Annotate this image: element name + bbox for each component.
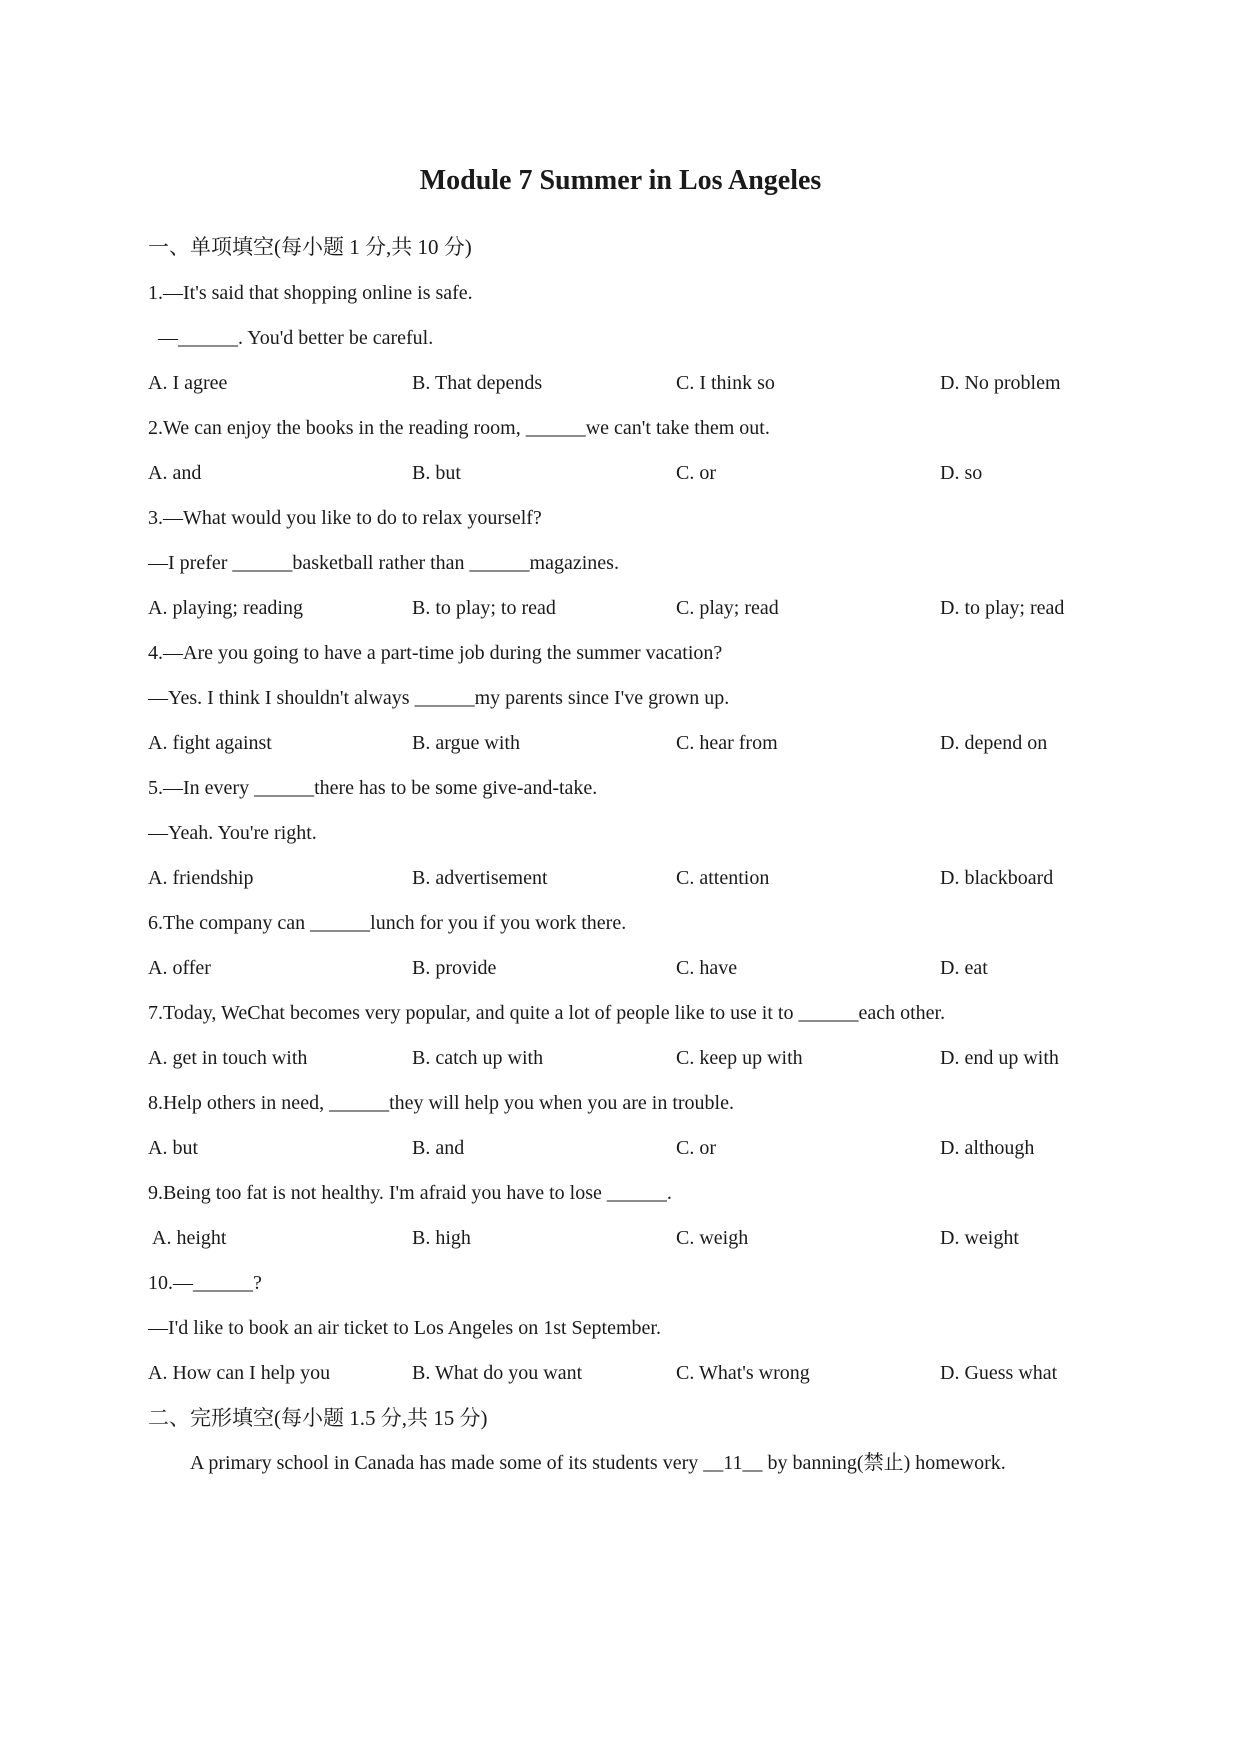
question-6-option-b: B. provide [412, 957, 497, 979]
question-8-option-b: B. and [412, 1137, 465, 1159]
question-10-option-a: A. How can I help you [148, 1362, 331, 1384]
question-8-option-d: D. although [940, 1137, 1035, 1159]
question-3-option-c: C. play; read [676, 597, 779, 619]
question-4-line-1: 4.—Are you going to have a part-time job during the summer vacation? [148, 642, 723, 664]
question-8-line-1: 8.Help others in need, ______they will help you when you are in trouble. [148, 1092, 734, 1114]
question-9-option-a: A. height [152, 1227, 227, 1249]
cloze-passage-after: by banning(禁止) homework. [762, 1452, 1006, 1474]
question-8-option-a: A. but [148, 1137, 198, 1159]
question-4-line-2: —Yes. I think I shouldn't always ______my parents since I've grown up. [148, 687, 730, 709]
question-8-options [148, 1134, 1108, 1162]
question-7-option-b: B. catch up with [412, 1047, 544, 1069]
question-7-options [148, 1044, 1108, 1072]
question-9-option-d: D. weight [940, 1227, 1019, 1249]
question-10-options [148, 1359, 1108, 1387]
question-9-options [148, 1224, 1108, 1252]
question-6-option-d: D. eat [940, 957, 988, 979]
question-4-option-b: B. argue with [412, 732, 520, 754]
question-10-option-c: C. What's wrong [676, 1362, 810, 1384]
question-2-option-c: C. or [676, 462, 716, 484]
question-6-option-a: A. offer [148, 957, 211, 979]
page-title: Module 7 Summer in Los Angeles [419, 165, 822, 196]
cloze-passage-before: A primary school in Canada has made some of its students very [190, 1452, 704, 1474]
question-2-option-a: A. and [148, 462, 202, 484]
cloze-passage-line [190, 1449, 1006, 1477]
question-3-option-a: A. playing; reading [148, 597, 303, 619]
question-1-option-a: A. I agree [148, 372, 228, 394]
question-3-option-d: D. to play; read [940, 597, 1065, 619]
question-4-option-a: A. fight against [148, 732, 272, 754]
question-7-option-d: D. end up with [940, 1047, 1059, 1069]
question-3-options [148, 594, 1108, 622]
question-5-line-2: —Yeah. You're right. [148, 822, 317, 844]
question-7-line-1: 7.Today, WeChat becomes very popular, and quite a lot of people like to use it to ______each other. [148, 1002, 946, 1024]
question-1-option-d: D. No problem [940, 372, 1061, 394]
question-1-line-1: 1.—It's said that shopping online is safe. [148, 282, 473, 304]
question-3-option-b: B. to play; to read [412, 597, 556, 619]
question-1-options [148, 369, 1108, 397]
question-10-line-2: —I'd like to book an air ticket to Los Angeles on 1st September. [148, 1317, 661, 1339]
question-4-option-c: C. hear from [676, 732, 778, 754]
question-9-option-b: B. high [412, 1227, 471, 1249]
question-5-option-a: A. friendship [148, 867, 254, 889]
question-2-option-b: B. but [412, 462, 461, 484]
question-3-line-2: —I prefer ______basketball rather than ______magazines. [148, 552, 619, 574]
question-9-option-c: C. weigh [676, 1227, 749, 1249]
question-9-line-1: 9.Being too fat is not healthy. I'm afraid you have to lose ______. [148, 1182, 672, 1204]
question-1-line-2: —______. You'd better be careful. [158, 327, 434, 349]
section-2-heading: 二、完形填空(每小题 1.5 分,共 15 分) [148, 1406, 488, 1430]
question-8-option-c: C. or [676, 1137, 716, 1159]
question-2-option-d: D. so [940, 462, 983, 484]
question-5-option-b: B. advertisement [412, 867, 548, 889]
question-4-options [148, 729, 1108, 757]
section-1-heading: 一、单项填空(每小题 1 分,共 10 分) [148, 235, 472, 259]
question-7-option-c: C. keep up with [676, 1047, 803, 1069]
question-1-option-c: C. I think so [676, 372, 775, 394]
question-5-option-c: C. attention [676, 867, 770, 889]
question-6-option-c: C. have [676, 957, 738, 979]
question-6-line-1: 6.The company can ______lunch for you if you work there. [148, 912, 627, 934]
question-10-line-1: 10.—______? [148, 1272, 262, 1294]
question-3-line-1: 3.—What would you like to do to relax yourself? [148, 507, 542, 529]
question-5-options [148, 864, 1108, 892]
question-2-line-1: 2.We can enjoy the books in the reading room, ______we can't take them out. [148, 417, 770, 439]
cloze-blank-11: __11__ [703, 1452, 763, 1474]
question-6-options [148, 954, 1108, 982]
question-4-option-d: D. depend on [940, 732, 1048, 754]
question-7-option-a: A. get in touch with [148, 1047, 308, 1069]
question-1-option-b: B. That depends [412, 372, 543, 394]
question-5-option-d: D. blackboard [940, 867, 1054, 889]
question-10-option-b: B. What do you want [412, 1362, 583, 1384]
question-2-options [148, 459, 1108, 487]
question-5-line-1: 5.—In every ______there has to be some give-and-take. [148, 777, 598, 799]
question-10-option-d: D. Guess what [940, 1362, 1058, 1384]
